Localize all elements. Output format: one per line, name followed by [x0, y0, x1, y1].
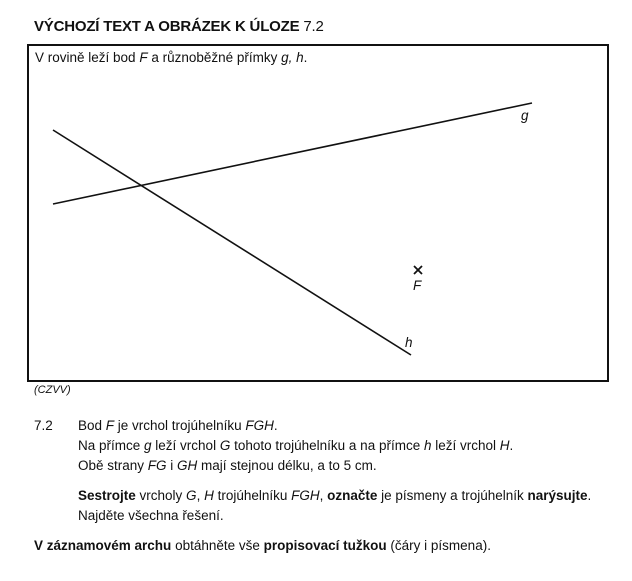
task-line-3: Obě strany FG i GH mají stejnou délku, a to 5 cm. [78, 458, 377, 473]
caption-point-F: F [139, 50, 148, 65]
caption-text: V rovině leží bod [35, 50, 140, 65]
footer-instruction: V záznamovém archu obtáhněte vše propisovací tužkou (čáry i písmena). [34, 538, 491, 553]
caption-lines-gh: g, h [281, 50, 304, 65]
caption-text: . [303, 50, 308, 65]
section-heading [34, 18, 324, 35]
figure-frame [27, 44, 609, 382]
heading-bold-text: VÝCHOZÍ TEXT A OBRÁZEK K ÚLOZE [34, 18, 300, 35]
task-line-4: Sestrojte vrcholy G, H trojúhelníku FGH, označte je písmeny a trojúhelník narýsujte. [78, 488, 592, 503]
task-line-1: Bod F je vrchol trojúhelníku FGH. [78, 418, 278, 433]
label-g: g [521, 108, 529, 123]
task-line-5: Najděte všechna řešení. [78, 508, 224, 523]
label-F: F [413, 278, 422, 293]
line-g [53, 103, 532, 204]
point-F-marker [414, 266, 422, 274]
task-number: 7.2 [34, 418, 53, 433]
task-line-2: Na přímce g leží vrchol G tohoto trojúhelníku a na přímce h leží vrchol H. [78, 438, 514, 453]
caption-text: a různoběžné přímky [147, 50, 282, 65]
line-h [53, 130, 411, 355]
heading-number: 7.2 [303, 18, 324, 35]
source-note: (CZVV) [34, 384, 71, 396]
geometry-figure [29, 46, 607, 380]
label-h: h [405, 335, 413, 350]
task-body [78, 416, 618, 526]
